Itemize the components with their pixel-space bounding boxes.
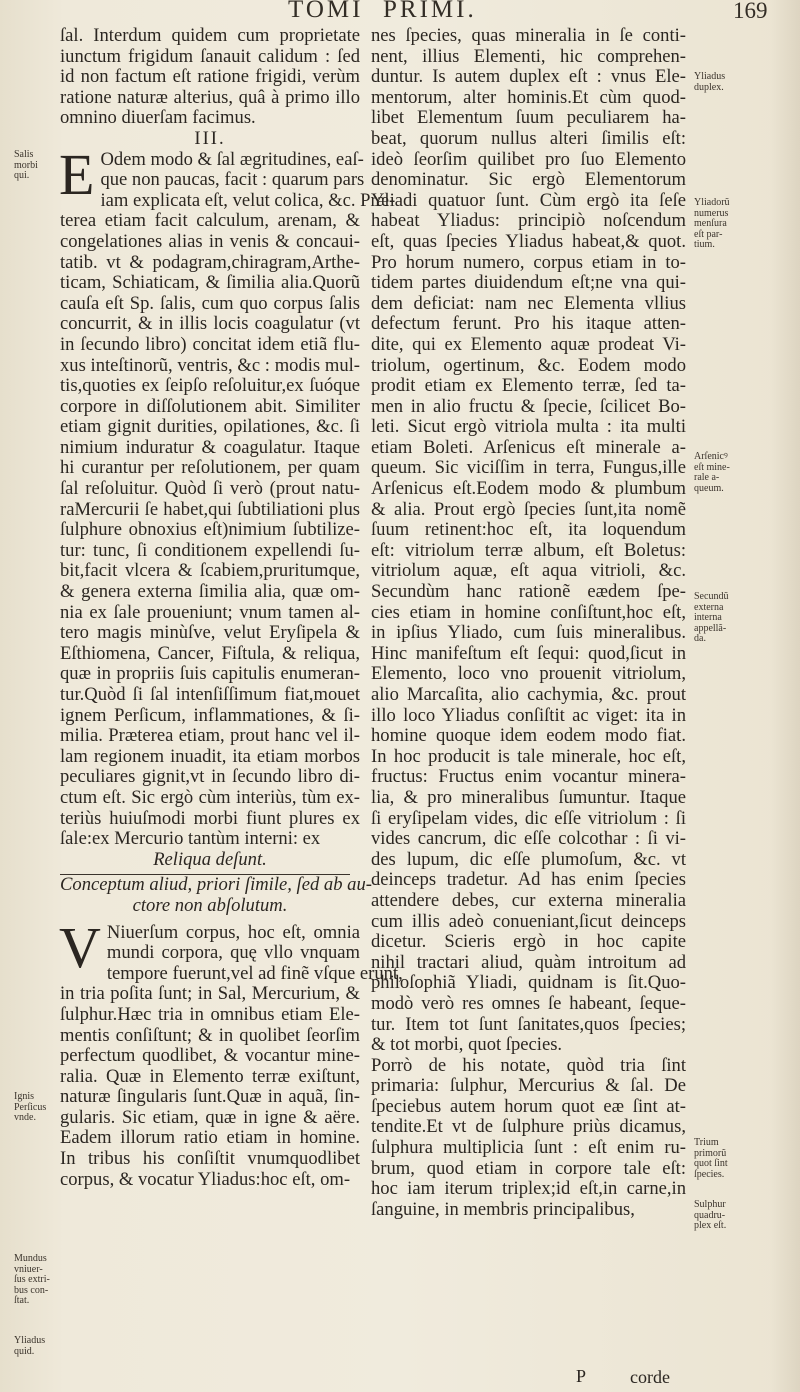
text-line: nent, illius Elementi, hic comprehen- <box>371 45 686 67</box>
left-column <box>59 25 403 1190</box>
text-line: ſpeciebus autem horum quot eæ ſint at- <box>371 1095 686 1117</box>
margin-note-numerus <box>694 198 738 251</box>
margin-note-line: queum. <box>694 482 724 494</box>
text-line: etiam Boleti. Arſenicus eſt minerale a- <box>371 436 686 458</box>
margin-note-line: Secundũ <box>694 591 729 602</box>
margin-note-line: eſt mine- <box>694 461 730 473</box>
text-line: tatib. vt & podagram,chiragram,Arthe- <box>60 251 360 273</box>
text-line: in ſecundo libro) concitat idem etiã flu- <box>60 333 360 355</box>
text-line: ſale:ex Mercurio tantùm interni: ex <box>60 828 321 850</box>
text-line: ralia. Quæ in Elemento terræ exiſtunt, <box>60 1065 360 1087</box>
text-line: Eadem illorum ratio etiam in homine. <box>60 1127 360 1149</box>
text-line: naturæ ſingularis ſunt.Quæ in aquã, ſin- <box>60 1086 360 1108</box>
margin-note-line: Yliadus <box>694 71 726 82</box>
text-line: leti. Sicut ergò vitriola multa : ita multi <box>371 416 686 438</box>
text-line: homine quoque idem eodem modo fiat. <box>371 725 686 747</box>
text-line: hoc iam iterum triplex;id eſt,in carne,in <box>371 1178 686 1200</box>
margin-note-line: quid. <box>14 1345 35 1357</box>
text-line: ſulphur.Hæc tria in omnibus etiam Ele- <box>60 1003 360 1025</box>
text-line: ſulphure obnoxius eſt)nimium ſubtilize- <box>60 519 360 541</box>
text-line: que non paucas, facit : quarum pars <box>100 169 365 191</box>
text-line: Porrò de his notate, quòd tria ſint <box>371 1054 686 1076</box>
header-right: PRIMI. <box>383 0 477 23</box>
text-line: quæ in propriis ſuis capitulis enumeran- <box>60 663 360 685</box>
text-line: Secundùm hanc rationẽ eædem ſpe- <box>371 581 686 603</box>
text-line: ſulphura multiplicia ſunt : eſt enim ru- <box>371 1137 686 1159</box>
margin-note-line: Arſenicꝰ <box>694 451 728 462</box>
text-line: Pro horum numero, corpus etiam in to- <box>371 251 686 273</box>
text-line: concurrit, & in illis locis coagulatur (vt <box>60 313 360 335</box>
section-number: III. <box>194 127 226 149</box>
text-line: ſal. Interdum quidem cum proprietate <box>60 25 360 46</box>
text-line: ctum eſt. Sic ergò cùm interiùs, tùm ex- <box>60 786 360 808</box>
margin-note-line: appellã- <box>694 622 727 634</box>
margin-note-salis <box>14 150 58 182</box>
text-line: denominatur. Sic ergò Elementorum <box>371 169 686 191</box>
text-line: dicetur. Scieris ergò in hoc capite <box>371 931 686 953</box>
text-line: brum, quod etiam in corpore tale eſt: <box>371 1157 686 1179</box>
text-line: corpus, & vocatur Yliadus:hoc eſt, om- <box>60 1168 351 1190</box>
margin-note-line: Trium <box>694 1137 719 1148</box>
margin-note-line: Perſicus <box>14 1101 47 1113</box>
text-line: cies etiam in homine conſiſtunt,hoc eſt, <box>371 601 686 623</box>
text-line: terea etiam facit calculum, arenam, & <box>60 210 360 232</box>
text-line: mentorum, alter hominis.Et cùm quod- <box>371 86 686 108</box>
text-line: perfectum quodlibet, & vocantur mine- <box>60 1045 360 1067</box>
text-line: peculiares gignit,vt in ſecundo libro di- <box>60 766 360 788</box>
text-line: dite, qui ex Elemento aquæ prodeat Vi- <box>371 333 686 355</box>
text-line: in ipſius Yliado, cum ſuis mineralibus. <box>371 622 686 644</box>
text-line: ideò ſeorſim quilibet pro ſuo Elemento <box>371 148 686 170</box>
margin-note-line: duplex. <box>694 81 724 93</box>
text-line: & genera externa ſimilia alia, quæ om- <box>60 581 360 603</box>
margin-note-line: ſus extri- <box>14 1274 50 1285</box>
running-header <box>0 0 800 26</box>
text-line: cum illis adeò conueniant,ſicut deinceps <box>371 910 686 932</box>
text-line: etiam gignit durities, opilationes, &c. ſi <box>60 416 360 438</box>
text-line: eſt, quas ſpecies Yliadus habeat,& quot. <box>371 230 686 252</box>
text-line: queum. Sic viciſſim in terra, Fungus,ille <box>371 457 686 479</box>
text-line: nihil tractari aliud, quàm introitum ad <box>371 951 686 973</box>
text-line: fructus: Fructus enim vocantur minera- <box>371 766 686 788</box>
text-line: defectum ferunt. Pro his itaque atten- <box>371 313 686 335</box>
margin-note-line: quot ſint <box>694 1158 728 1169</box>
text-line: Arſenicus eſt.Eodem modo & plumbum <box>371 478 686 500</box>
text-line: ticam, Schiaticam, & ſimilia alia.Quorũ <box>60 272 360 294</box>
text-line: id non factum eſt ratione frigidi, verùm <box>60 66 360 88</box>
text-line: modò verò res omnes ſe habeant, ſeque- <box>371 992 686 1014</box>
text-line: in tria poſita ſunt; in Sal, Mercurium, & <box>60 983 360 1005</box>
margin-note-line: da. <box>694 633 706 644</box>
margin-note-line: rale a- <box>694 472 720 483</box>
text-line: tempore fuerunt,vel ad finẽ vſque erunt, <box>106 962 403 984</box>
margin-note-line: quadru- <box>694 1209 726 1221</box>
text-line: tero magis minùſve, velut Eryſipela & <box>60 622 360 644</box>
text-line: & tot morbi, quot ſpecies. <box>371 1034 563 1056</box>
text-line: ſi eryſipelam vides, dic eſſe vitriolum : ſi <box>371 807 686 829</box>
text-line: Elemento, loco vno prouenit vitriolum, <box>371 663 686 685</box>
text-line: omnino diuerſam facimus. <box>60 107 256 129</box>
text-line: mentis conſiſtunt; & in quolibet ſeorſim <box>60 1024 360 1046</box>
signature-mark: P <box>576 1366 587 1386</box>
margin-note-line: Sulphur <box>694 1199 726 1210</box>
margin-note-line: eſt par- <box>694 228 723 240</box>
text-line: In tribus his conſiſtit vnumquodlibet <box>60 1148 360 1170</box>
section-heading: ctore non abſolutum. <box>132 894 288 916</box>
text-line: triolum, ogertinum, &c. Eodem modo <box>371 354 686 376</box>
margin-note-arsenicus <box>694 452 738 494</box>
text-line: iam explicata eſt, velut colica, &c. Præ- <box>100 189 396 211</box>
text-line: mundi corpora, quę vllo vnquam <box>106 942 360 964</box>
margin-note-line: vnde. <box>14 1112 36 1123</box>
margin-note-line: Ignis <box>14 1091 34 1102</box>
margin-note-sulphur <box>694 1200 738 1232</box>
text-line: ratione naturæ alterius, quâ à primo illo <box>60 86 360 108</box>
text-line: men in alio fructu & ſpecie, ſcilicet Bo- <box>371 395 686 417</box>
text-line: vitriolum aquæ, eſt aqua vitrioli, &c. <box>371 560 686 582</box>
margin-note-line: morbi <box>14 159 38 171</box>
text-line: tur. Item tot ſunt ſanitates,quos ſpecies; <box>371 1013 686 1035</box>
text-line: deinceps tradetur. Ad has enim ſpecies <box>371 869 686 891</box>
text-line: teriùs huiuſmodi morbi fiunt plures ex <box>60 807 360 829</box>
section-heading: Conceptum aliud, priori ſimile, ſed ab au- <box>60 874 372 896</box>
margin-note-line: menſura <box>694 218 727 229</box>
text-line: corpore in diſſolutionem abit. Similiter <box>60 395 360 417</box>
margin-note-duplex <box>694 72 738 93</box>
text-line: tendite.Et vt de ſulphure priùs dicamus, <box>371 1116 686 1138</box>
text-line: tur: tunc, ſi conditionem expellendi ſu- <box>60 539 360 561</box>
right-column <box>371 26 686 1220</box>
margin-note-line: ſpecies. <box>694 1168 725 1180</box>
drop-cap: E <box>59 141 95 207</box>
text-line: eſt: vitriolum terræ album, eſt Boletus: <box>371 539 686 561</box>
text-line: philoſophiã Yliadi, quidnam is ſit.Quo- <box>371 972 686 994</box>
text-line: alio Marcaſita, alio cachymia, &c. prout <box>371 684 686 705</box>
margin-note-line: interna <box>694 612 722 623</box>
text-line: tur.Quòd ſi ſal intenſiſſimum fiat,mouet <box>60 684 360 705</box>
text-line: xus inteſtinorũ, ventris, &c : modis mul- <box>60 354 360 376</box>
catchword: corde <box>630 1367 670 1387</box>
margin-note-line: primorũ <box>694 1147 727 1159</box>
text-line: nia ex ſale proueniunt; vnum tamen al- <box>60 601 360 623</box>
text-line: Eſthiomena, Cancer, Fiſtula, & reliqua, <box>60 642 360 664</box>
text-line: congelationes alias in venis & concaui- <box>60 230 360 252</box>
text-line: iunctum frigidum ſanauit calidum : ſed <box>60 45 360 67</box>
margin-note-line: externa <box>694 601 724 613</box>
text-line: ſal reſoluitur. Quòd ſi verò (prout natu- <box>60 478 360 500</box>
margin-note-line: numerus <box>694 207 729 219</box>
text-line: beat, quorum nullus alteri ſimilis eſt: <box>371 127 686 149</box>
text-line: libet Elementum ſuum peculiarem ha- <box>371 107 686 129</box>
text-line: milia. Præterea etiam, prout hanc vel il- <box>60 725 360 747</box>
margin-note-line: Mundus <box>14 1253 47 1264</box>
text-line: Hinc manifeſtum eſt ſequi: quod,ſicut in <box>371 642 686 664</box>
text-line: tis,quoties ex ſeipſo reſoluitur,ex ſuóque <box>60 375 360 397</box>
text-line: ſuum retinent:hoc eſt, ita loquendum <box>371 519 686 541</box>
text-line: & alia. Prout ergò ſpecies ſunt,ita nomẽ <box>371 498 686 520</box>
text-line: nimium induratur & coagulatur. Itaque <box>60 436 360 458</box>
text-line: gularis. Sic etiam, quæ in igne & aëre. <box>60 1106 360 1128</box>
text-line: raMercurii ſe habet,qui ſubtiliationi plus <box>60 498 360 520</box>
margin-note-ignis <box>14 1092 58 1124</box>
page-number: 169 <box>733 0 768 23</box>
text-line: Yliadi quatuor ſunt. Cùm ergò ita ſeſe <box>371 189 686 211</box>
margin-note-mundus <box>14 1254 58 1307</box>
margin-note-line: Yliadorũ <box>694 197 730 208</box>
text-line: tidem partes diuidendum eſt;ne vna qui- <box>371 272 686 294</box>
margin-note-yliadus <box>14 1336 58 1357</box>
text-line: nes ſpecies, quas mineralia in ſe conti- <box>371 25 686 46</box>
text-line: ignem Perſicum, inflammationes, & ſi- <box>60 704 360 726</box>
text-line: habeat Yliadus: principiò noſcendum <box>371 210 686 232</box>
text-line: dem deficiat: nam nec Elementa vllius <box>371 292 686 314</box>
margin-note-line: plex eſt. <box>694 1220 727 1231</box>
text-line: primaria: ſulphur, Mercurius & ſal. De <box>371 1075 686 1097</box>
text-line: des lupum, dic eſſe plumoſum, &c. vt <box>371 848 686 870</box>
text-line: prodit etiam ex Elemento terræ, ſed ta- <box>371 375 686 397</box>
text-line: hi curantur per reſolutionem, per quam <box>60 457 360 479</box>
text-line: Niuerſum corpus, hoc eſt, omnia <box>106 921 360 943</box>
margin-note-secundus <box>694 592 738 645</box>
text-line: lam regionem inuadit, ita etiam morbos <box>60 745 360 767</box>
margin-note-line: vniuer- <box>14 1263 43 1275</box>
margin-note-line: tium. <box>694 239 715 250</box>
margin-note-line: Yliadus <box>14 1335 46 1346</box>
drop-cap: V <box>59 914 101 980</box>
text-line: bit,facit vlcera & ſcabiem,pruritumque, <box>60 560 360 582</box>
text-line: attendere debes, cur externa mineralia <box>371 889 686 911</box>
reliqua-note: Reliqua deſunt. <box>153 848 267 870</box>
margin-note-trium <box>694 1138 738 1180</box>
text-line: Odem modo & ſal ægritudines, eaſ- <box>100 148 364 170</box>
text-line: cauſa eſt Sp. ſalis, cum quo corpus ſalis <box>60 292 360 314</box>
text-line: duntur. Is autem duplex eſt : vnus Ele- <box>371 66 686 88</box>
margin-note-line: ſtat. <box>14 1295 30 1306</box>
margin-note-line: Salis <box>14 149 34 160</box>
text-line: In hoc producit is tale minerale, hoc eſt, <box>371 745 686 767</box>
header-left: TOMI <box>288 0 364 23</box>
margin-note-line: qui. <box>14 170 30 181</box>
text-line: lia, & pro mineralibus ſumuntur. Itaque <box>371 786 686 808</box>
page-shadow <box>770 0 800 1392</box>
text-line: illo loco Yliadus conſiſtit ac viget: ita in <box>371 704 686 726</box>
text-line: vides cancrum, dic eſſe colcothar : ſi vi- <box>371 828 686 850</box>
text-line: ſanguine, in membris principalibus, <box>371 1198 635 1220</box>
margin-note-line: bus con- <box>14 1284 49 1296</box>
